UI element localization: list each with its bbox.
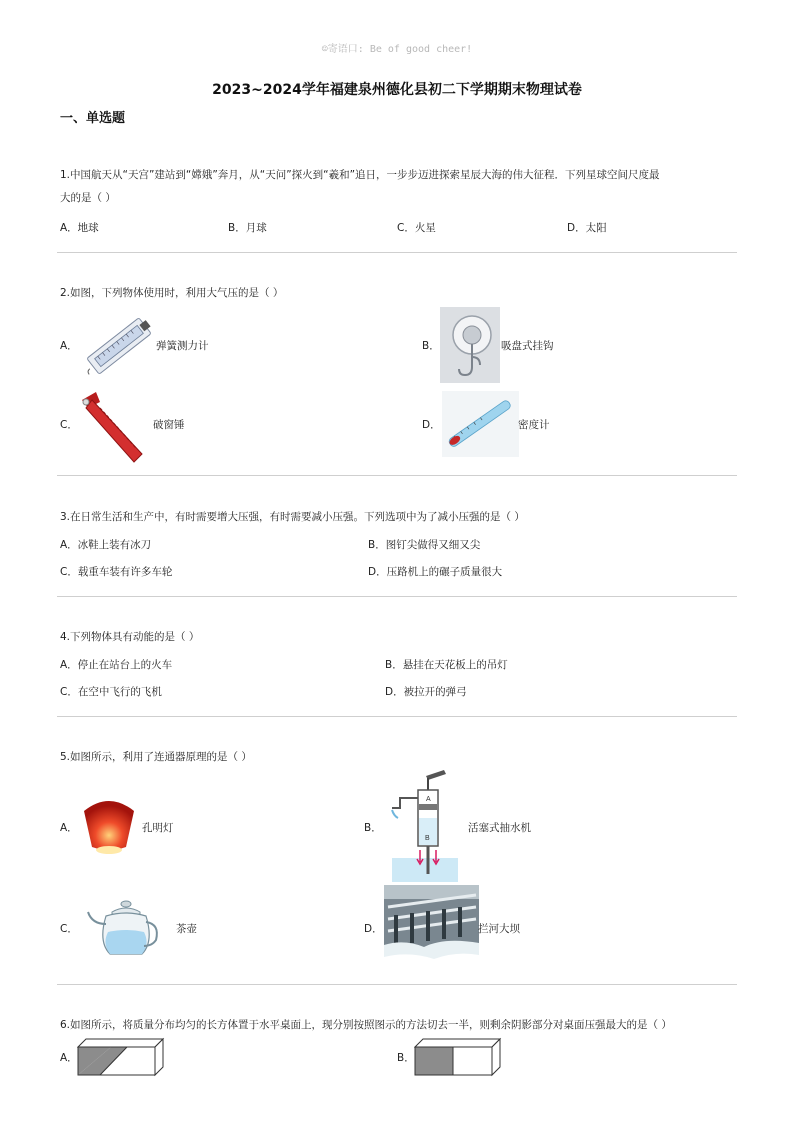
q5-option-d-label: 拦河大坝 bbox=[478, 923, 520, 935]
teapot-image bbox=[86, 898, 166, 962]
q6-option-a[interactable]: A． bbox=[60, 1052, 78, 1064]
divider bbox=[57, 252, 737, 253]
q2-option-b-label: 吸盘式挂钩 bbox=[501, 340, 554, 352]
q1-option-b[interactable]: B．月球 bbox=[228, 222, 267, 234]
q2-option-a-letter[interactable]: A． bbox=[60, 340, 78, 352]
q1-option-c[interactable]: C．火星 bbox=[397, 222, 436, 234]
q4-option-a[interactable]: A．停止在站台上的火车 bbox=[60, 659, 173, 671]
q4-option-d[interactable]: D．被拉开的弹弓 bbox=[385, 686, 467, 698]
q3-option-a[interactable]: A．冰鞋上装有冰刀 bbox=[60, 539, 152, 551]
q5-option-b-label: 活塞式抽水机 bbox=[468, 822, 531, 834]
q5-option-a-label: 孔明灯 bbox=[142, 822, 174, 834]
section-heading: 一、单选题 bbox=[60, 111, 126, 126]
q6-option-b[interactable]: B． bbox=[397, 1052, 415, 1064]
q2-stem: 2.如图，下列物体使用时，利用大气压的是（ ） bbox=[60, 287, 284, 299]
q5-option-c-label: 茶壶 bbox=[176, 923, 197, 935]
q5-option-d-letter[interactable]: D． bbox=[364, 923, 383, 935]
q2-option-d-label: 密度计 bbox=[518, 419, 550, 431]
q4-option-c[interactable]: C．在空中飞行的飞机 bbox=[60, 686, 162, 698]
sky-lantern-image bbox=[78, 795, 140, 859]
divider bbox=[57, 716, 737, 717]
window-hammer-image bbox=[74, 388, 160, 466]
q4-option-b[interactable]: B．悬挂在天花板上的吊灯 bbox=[385, 659, 508, 671]
q1-option-d[interactable]: D．太阳 bbox=[567, 222, 607, 234]
hydrometer-image bbox=[442, 391, 519, 457]
q1-stem-line1: 1.中国航天从“天宫”建站到“嫦娥”奔月，从“天问”探火到“羲和”追日，一步步迈进探索星辰大海的伟大征程．下列星球空间尺度最 bbox=[60, 169, 660, 181]
q3-stem: 3.在日常生活和生产中，有时需要增大压强，有时需要减小压强。下列选项中为了减小压强的是（ ） bbox=[60, 511, 525, 523]
q5-option-a-letter[interactable]: A． bbox=[60, 822, 78, 834]
cuboid-vertical-cut-figure bbox=[414, 1037, 502, 1079]
q3-option-c[interactable]: C．载重车装有许多车轮 bbox=[60, 566, 173, 578]
q2-option-a-label: 弹簧测力计 bbox=[156, 340, 209, 352]
q5-option-b-letter[interactable]: B． bbox=[364, 822, 382, 834]
q5-stem: 5.如图所示，利用了连通器原理的是（ ） bbox=[60, 751, 252, 763]
q6-stem: 6.如图所示，将质量分布均匀的长方体置于水平桌面上，现分别按照图示的方法切去一半，则剩余阴影部分对桌面压强最大的是（ ） bbox=[60, 1019, 672, 1031]
dam-image bbox=[384, 885, 479, 971]
motto-header: ☺寄语口: Be of good cheer! bbox=[321, 44, 473, 55]
q2-option-d-letter[interactable]: D． bbox=[422, 419, 441, 431]
q3-option-b[interactable]: B．图钉尖做得又细又尖 bbox=[368, 539, 481, 551]
q2-option-b-letter[interactable]: B． bbox=[422, 340, 440, 352]
pump-label-a: A bbox=[426, 796, 431, 803]
q3-option-d[interactable]: D．压路机上的碾子质量很大 bbox=[368, 566, 503, 578]
pump-label-b: B bbox=[425, 835, 430, 842]
q1-stem-line2: 大的是（ ） bbox=[60, 192, 116, 204]
q1-option-a[interactable]: A．地球 bbox=[60, 222, 99, 234]
cuboid-diagonal-cut-figure bbox=[77, 1037, 165, 1079]
spring-scale-image bbox=[78, 310, 160, 382]
suction-hook-image bbox=[440, 307, 500, 383]
q5-option-c-letter[interactable]: C． bbox=[60, 923, 78, 935]
q4-stem: 4.下列物体具有动能的是（ ） bbox=[60, 631, 200, 643]
page-title: 2023~2024学年福建泉州德化县初二下学期期末物理试卷 bbox=[212, 82, 582, 98]
piston-pump-image bbox=[388, 768, 462, 884]
divider bbox=[57, 984, 737, 985]
q2-option-c-letter[interactable]: C． bbox=[60, 419, 78, 431]
divider bbox=[57, 475, 737, 476]
divider bbox=[57, 596, 737, 597]
q2-option-c-label: 破窗锤 bbox=[153, 419, 185, 431]
